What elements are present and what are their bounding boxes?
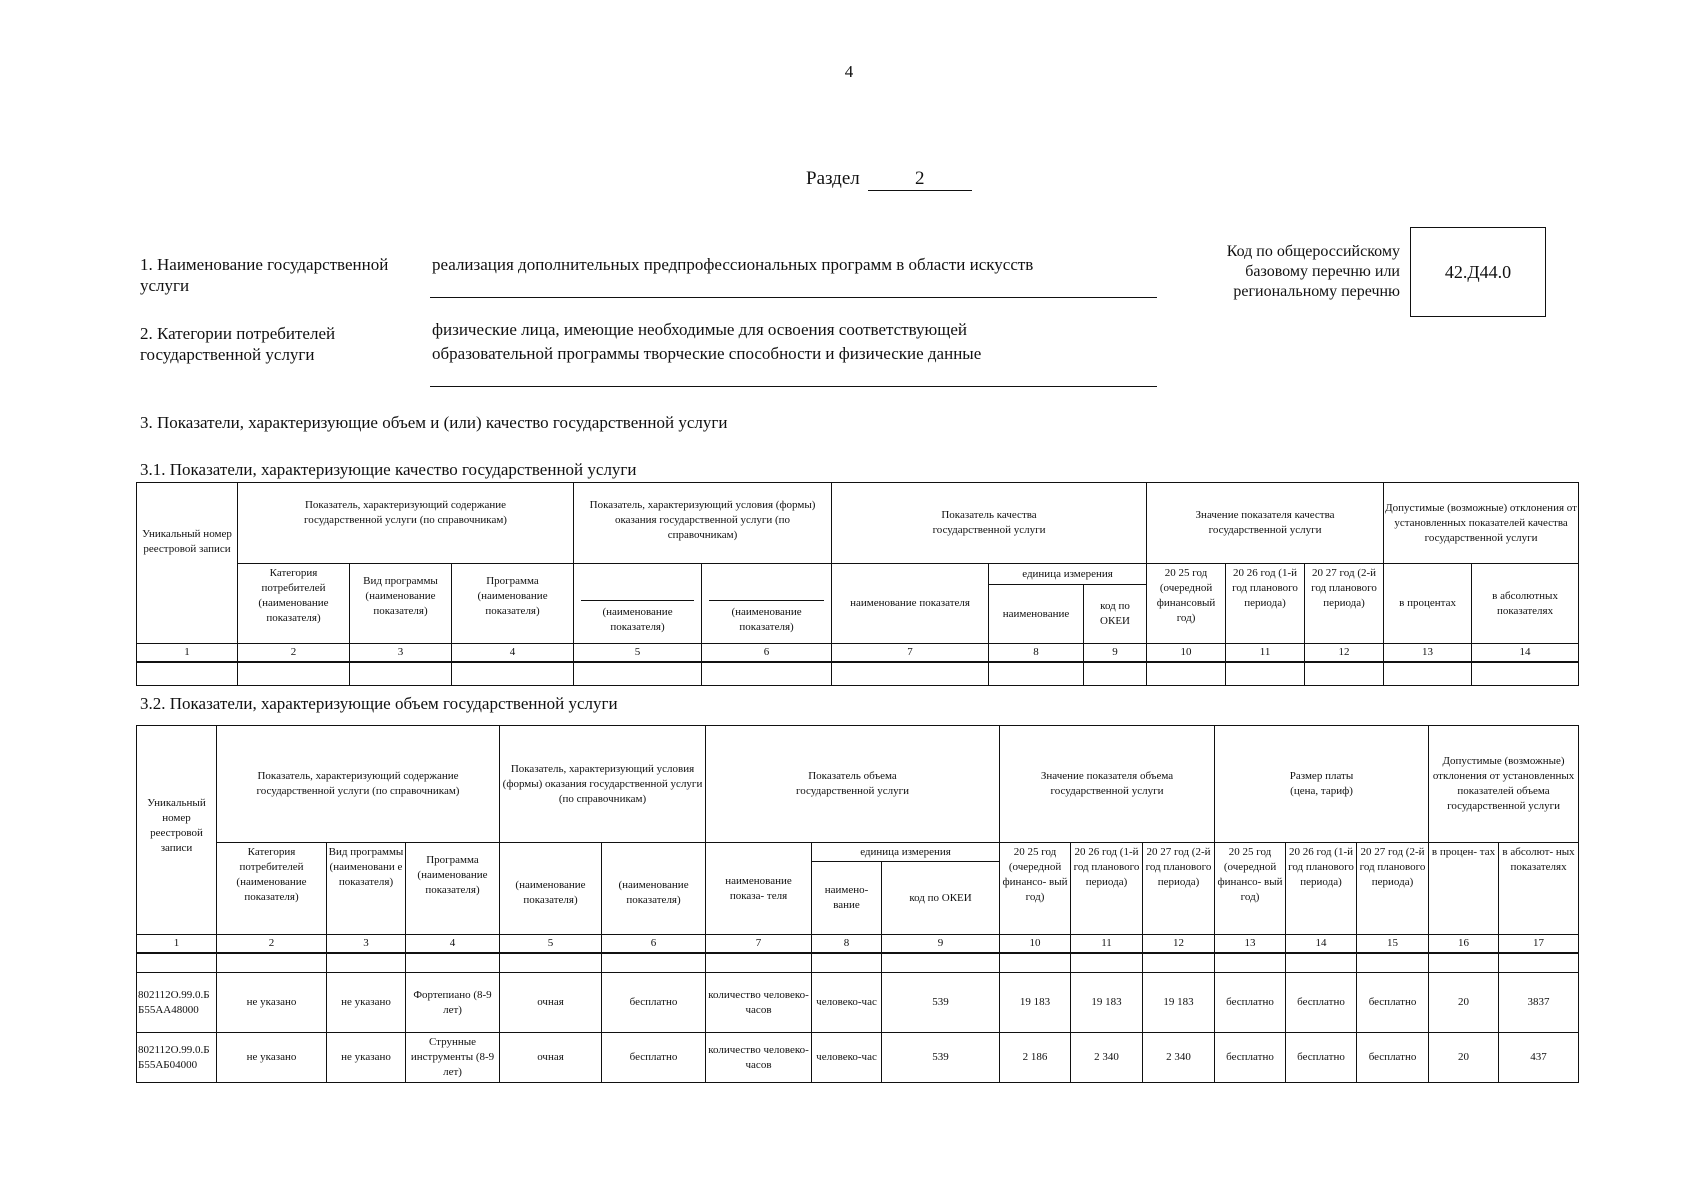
heading-volume: 3.2. Показатели, характеризующие объем государственной услуги: [140, 694, 618, 713]
volume-col-number: 16: [1429, 935, 1499, 953]
quality-col-number: 10: [1147, 644, 1226, 662]
table-cell: очная: [500, 973, 602, 1033]
quality-h-deviation: Допустимые (возможные) отклонения от установленных показателей качества государственной услуги: [1384, 483, 1579, 564]
table-cell: 802112О.99.0.ББ55АБ04000: [137, 1033, 217, 1083]
volume-col-number: 3: [327, 935, 406, 953]
volume-spacer-cell: [1215, 953, 1286, 973]
quality-h-quality: Показатель качества государственной услуги: [832, 483, 1147, 564]
volume-spacer-cell: [602, 953, 706, 973]
quality-empty-cell: [1147, 662, 1226, 686]
volume-spacer-cell: [327, 953, 406, 973]
volume-spacer-cell: [882, 953, 1000, 973]
service-name-label: 1. Наименование государственной услуги: [140, 255, 389, 295]
section-header: [806, 168, 972, 191]
quality-h-y2026: 20 26 год (1-й год планового периода): [1226, 564, 1305, 644]
quality-empty-cell: [350, 662, 452, 686]
quality-empty-row: [137, 662, 1579, 686]
page-number: 4: [844, 62, 854, 81]
volume-spacer-cell: [1143, 953, 1215, 973]
volume-table: [136, 725, 1579, 1083]
quality-empty-cell: [137, 662, 238, 686]
volume-h-volume: Показатель объема государственной услуги: [706, 726, 1000, 843]
volume-spacer-row: [137, 953, 1579, 973]
section-number: 2: [868, 168, 972, 191]
table-cell: 3837: [1499, 973, 1579, 1033]
quality-empty-cell: [238, 662, 350, 686]
volume-h-percent: в процен- тах: [1429, 843, 1499, 935]
volume-h-program: Программа (наименование показателя): [406, 843, 500, 935]
quality-col-number: 5: [574, 644, 702, 662]
consumers-underline: [430, 386, 1157, 387]
table-cell: не указано: [327, 1033, 406, 1083]
volume-col-number: 5: [500, 935, 602, 953]
quality-empty-cell: [832, 662, 989, 686]
code-label: [1160, 242, 1400, 302]
volume-col-number: 2: [217, 935, 327, 953]
volume-spacer-cell: [1429, 953, 1499, 973]
table-cell: 802112О.99.0.ББ55АА48000: [137, 973, 217, 1033]
table-cell: человеко-час: [812, 1033, 882, 1083]
volume-col-number: 17: [1499, 935, 1579, 953]
table-cell: не указано: [217, 973, 327, 1033]
quality-h-unit: единица измерения: [989, 564, 1147, 585]
volume-h-f2027: 20 27 год (2-й год планового периода): [1357, 843, 1429, 935]
volume-h-program-type: Вид программы (наименовани е показателя): [327, 843, 406, 935]
volume-h-name6: (наименование показателя): [602, 843, 706, 935]
volume-col-number: 4: [406, 935, 500, 953]
heading-indicators: 3. Показатели, характеризующие объем и (или) качество государственной услуги: [140, 413, 728, 432]
volume-col-number: 12: [1143, 935, 1215, 953]
table-cell: 437: [1499, 1033, 1579, 1083]
table-cell: бесплатно: [1286, 1033, 1357, 1083]
volume-h-fee: Размер платы (цена, тариф): [1215, 726, 1429, 843]
quality-h-category: Категория потребителей (наименование показателя): [238, 564, 350, 644]
volume-col-number: 15: [1357, 935, 1429, 953]
quality-h-conditions: Показатель, характеризующий условия (формы) оказания государственной услуги (по справочникам): [574, 483, 832, 564]
table-cell: 2 186: [1000, 1033, 1071, 1083]
volume-h-category: Категория потребителей (наименование показателя): [217, 843, 327, 935]
table-cell: 20: [1429, 1033, 1499, 1083]
quality-h-value: Значение показателя качества государственной услуги: [1147, 483, 1384, 564]
code-label-line2: базовому перечню или: [1245, 263, 1400, 280]
quality-col-number: 2: [238, 644, 350, 662]
consumers-label: 2. Категории потребителей государственной услуги: [140, 324, 336, 364]
quality-h-program: Программа (наименование показателя): [452, 564, 574, 644]
volume-col-number: 14: [1286, 935, 1357, 953]
volume-spacer-cell: [137, 953, 217, 973]
table-cell: 19 183: [1000, 973, 1071, 1033]
quality-empty-cell: [989, 662, 1084, 686]
volume-col-number: 8: [812, 935, 882, 953]
table-cell: бесплатно: [1357, 1033, 1429, 1083]
volume-col-number: 6: [602, 935, 706, 953]
table-cell: человеко-час: [812, 973, 882, 1033]
volume-spacer-cell: [1499, 953, 1579, 973]
quality-h-absolute: в абсолютных показателях: [1472, 564, 1579, 644]
volume-col-number: 7: [706, 935, 812, 953]
quality-col-number: 3: [350, 644, 452, 662]
quality-table: [136, 482, 1579, 686]
quality-empty-cell: [1084, 662, 1147, 686]
volume-col-number: 10: [1000, 935, 1071, 953]
table-cell: 20: [1429, 973, 1499, 1033]
volume-h-okei: код по ОКЕИ: [882, 862, 1000, 935]
table-cell: бесплатно: [1215, 1033, 1286, 1083]
table-cell: Фортепиано (8-9 лет): [406, 973, 500, 1033]
quality-h-indicator-name: наименование показателя: [832, 564, 989, 644]
table-cell: бесплатно: [1286, 973, 1357, 1033]
volume-h-f2026: 20 26 год (1-й год планового периода): [1286, 843, 1357, 935]
quality-h-y2025: 20 25 год (очередной финансовый год): [1147, 564, 1226, 644]
quality-empty-cell: [702, 662, 832, 686]
quality-h-name6: [702, 564, 832, 644]
volume-spacer-cell: [500, 953, 602, 973]
quality-col-number: 13: [1384, 644, 1472, 662]
quality-col-number: 14: [1472, 644, 1579, 662]
quality-empty-cell: [1226, 662, 1305, 686]
volume-col-number: 9: [882, 935, 1000, 953]
volume-h-unit-name: наимено- вание: [812, 862, 882, 935]
volume-spacer-cell: [1071, 953, 1143, 973]
code-label-line1: Код по общероссийскому: [1226, 243, 1400, 260]
table-row: [137, 973, 1579, 1033]
quality-col-number: 11: [1226, 644, 1305, 662]
volume-spacer-cell: [706, 953, 812, 973]
quality-h-okei: код по ОКЕИ: [1084, 585, 1147, 644]
code-value-box: 42.Д44.0: [1410, 227, 1546, 317]
quality-empty-cell: [1384, 662, 1472, 686]
volume-h-v2025: 20 25 год (очередной финансо- вый год): [1000, 843, 1071, 935]
volume-col-number: 1: [137, 935, 217, 953]
table-row: [137, 1033, 1579, 1083]
table-cell: бесплатно: [1215, 973, 1286, 1033]
table-cell: не указано: [217, 1033, 327, 1083]
section-label: Раздел: [806, 168, 860, 189]
table-cell: 539: [882, 1033, 1000, 1083]
volume-col-number: 13: [1215, 935, 1286, 953]
volume-h-unique: Уникальный номер реестровой записи: [137, 726, 217, 935]
volume-h-unit: единица измерения: [812, 843, 1000, 862]
volume-spacer-cell: [1357, 953, 1429, 973]
volume-column-numbers: [137, 935, 1579, 953]
quality-col-number: 1: [137, 644, 238, 662]
quality-h-unit-name: наименование: [989, 585, 1084, 644]
heading-quality: 3.1. Показатели, характеризующие качество государственной услуги: [140, 460, 637, 479]
table-cell: не указано: [327, 973, 406, 1033]
volume-h-absolute: в абсолют- ных показателях: [1499, 843, 1579, 935]
table-cell: бесплатно: [602, 973, 706, 1033]
volume-spacer-cell: [812, 953, 882, 973]
volume-h-deviation: Допустимые (возможные) отклонения от установленных показателей объема государственной услуги: [1429, 726, 1579, 843]
consumers-value-line1: физические лица, имеющие необходимые для освоения соответствующей: [432, 320, 967, 339]
quality-col-number: 8: [989, 644, 1084, 662]
volume-spacer-cell: [1286, 953, 1357, 973]
volume-spacer-cell: [406, 953, 500, 973]
service-name-value: реализация дополнительных предпрофессиональных программ в области искусств: [432, 255, 1034, 274]
quality-col-number: 4: [452, 644, 574, 662]
volume-spacer-cell: [1000, 953, 1071, 973]
table-cell: количество человеко-часов: [706, 1033, 812, 1083]
quality-h-percent: в процентах: [1384, 564, 1472, 644]
table-cell: бесплатно: [1357, 973, 1429, 1033]
table-cell: очная: [500, 1033, 602, 1083]
quality-h-unique: Уникальный номер реестровой записи: [137, 483, 238, 644]
table-cell: 19 183: [1071, 973, 1143, 1033]
volume-h-f2025: 20 25 год (очередной финансо- вый год): [1215, 843, 1286, 935]
quality-h-name5: [574, 564, 702, 644]
volume-h-conditions: Показатель, характеризующий условия (формы) оказания государственной услуги (по справочникам): [500, 726, 706, 843]
quality-h-content: Показатель, характеризующий содержание государственной услуги (по справочникам): [238, 483, 574, 564]
quality-col-number: 6: [702, 644, 832, 662]
quality-empty-cell: [1305, 662, 1384, 686]
quality-col-number: 7: [832, 644, 989, 662]
table-cell: 19 183: [1143, 973, 1215, 1033]
volume-h-content: Показатель, характеризующий содержание государственной услуги (по справочникам): [217, 726, 500, 843]
quality-h-name5-text: (наименование показателя): [602, 606, 673, 633]
table-cell: количество человеко-часов: [706, 973, 812, 1033]
volume-col-number: 11: [1071, 935, 1143, 953]
table-cell: бесплатно: [602, 1033, 706, 1083]
volume-spacer-cell: [217, 953, 327, 973]
volume-h-indicator-name: наименование показа- теля: [706, 843, 812, 935]
table-cell: 2 340: [1071, 1033, 1143, 1083]
quality-empty-cell: [452, 662, 574, 686]
volume-h-name5: (наименование показателя): [500, 843, 602, 935]
quality-empty-cell: [1472, 662, 1579, 686]
service-name-underline: [430, 297, 1157, 298]
quality-col-number: 12: [1305, 644, 1384, 662]
quality-column-numbers: [137, 644, 1579, 662]
volume-h-v2026: 20 26 год (1-й год планового периода): [1071, 843, 1143, 935]
quality-h-program-type: Вид программы (наименование показателя): [350, 564, 452, 644]
table-cell: 2 340: [1143, 1033, 1215, 1083]
quality-empty-cell: [574, 662, 702, 686]
quality-h-y2027: 20 27 год (2-й год планового периода): [1305, 564, 1384, 644]
quality-h-name6-text: (наименование показателя): [731, 606, 802, 633]
consumers-value-line2: образовательной программы творческие способности и физические данные: [432, 344, 982, 363]
table-cell: 539: [882, 973, 1000, 1033]
volume-h-v2027: 20 27 год (2-й год планового периода): [1143, 843, 1215, 935]
volume-h-value: Значение показателя объема государственной услуги: [1000, 726, 1215, 843]
quality-col-number: 9: [1084, 644, 1147, 662]
table-cell: Струнные инструменты (8-9 лет): [406, 1033, 500, 1083]
code-label-line3: региональному перечню: [1233, 283, 1400, 300]
